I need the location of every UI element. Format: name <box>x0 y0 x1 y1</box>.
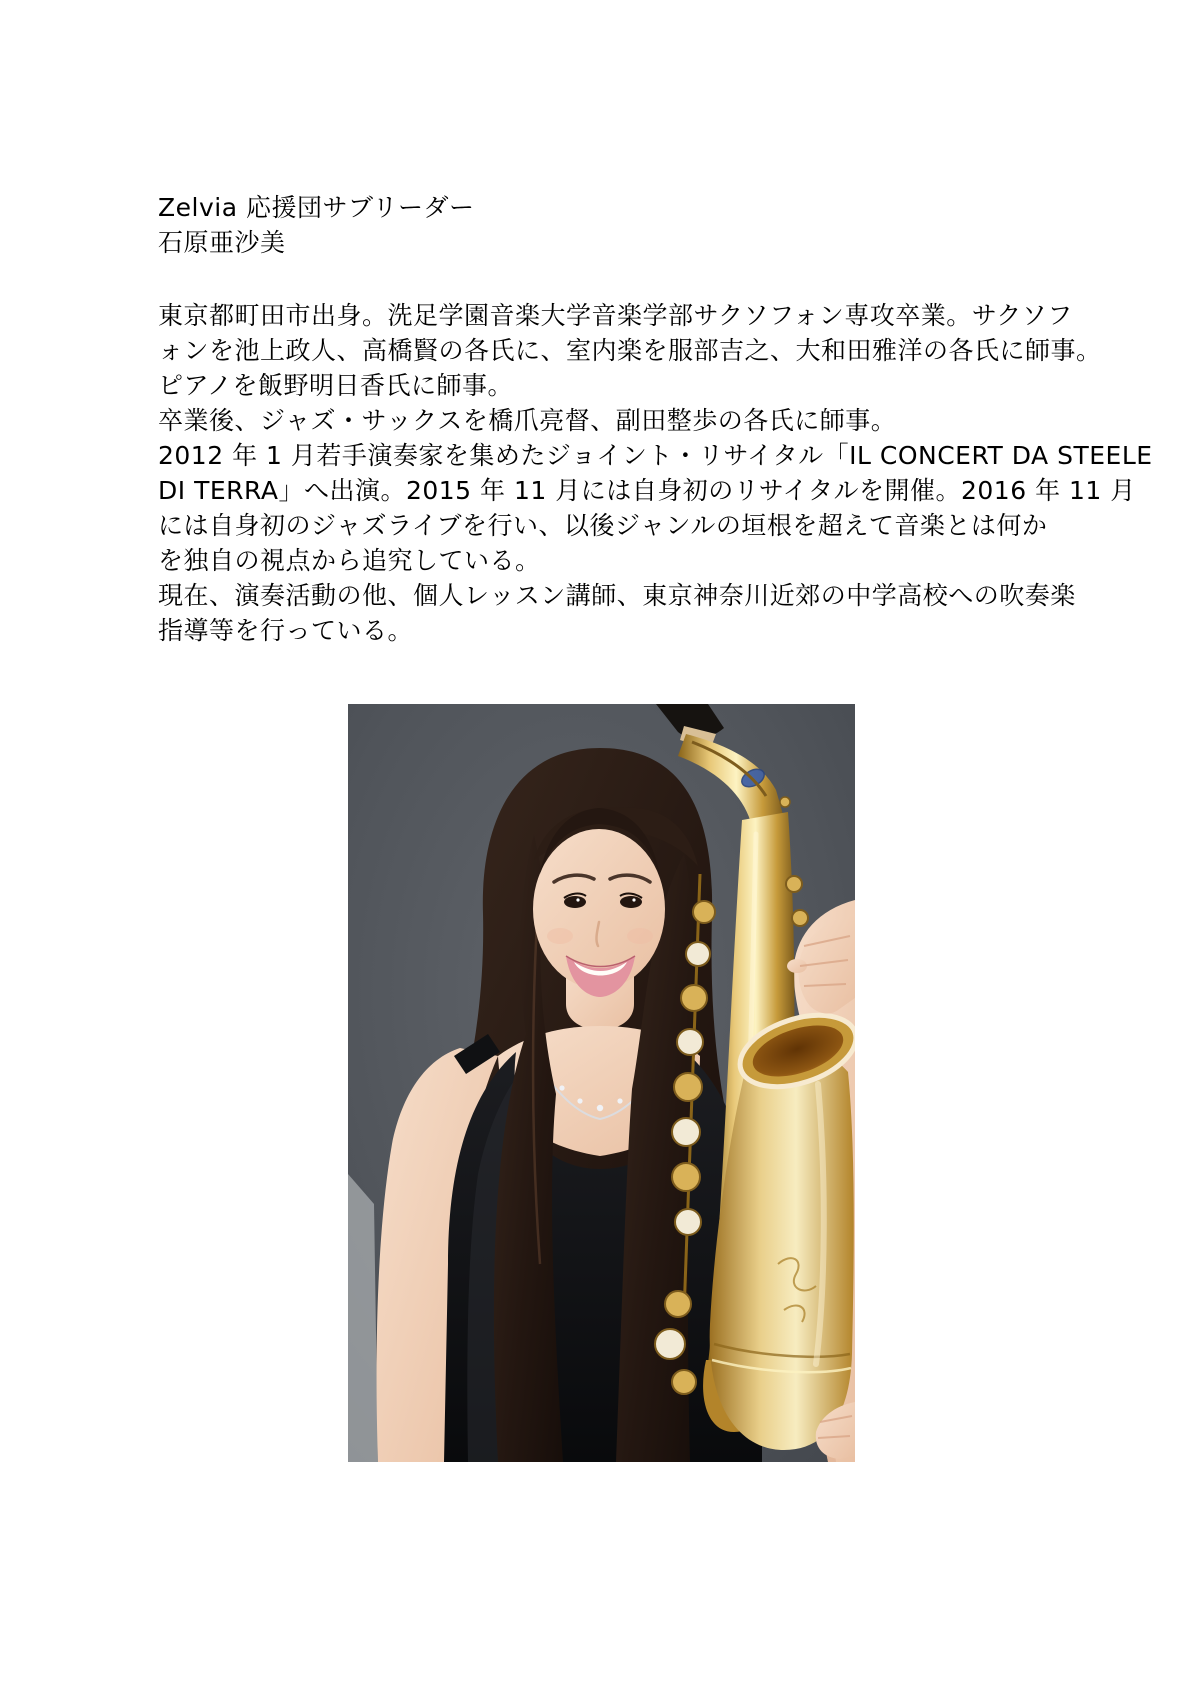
bio-line: 現在、演奏活動の他、個人レッスン講師、東京神奈川近郊の中学高校への吹奏楽 <box>158 581 1076 610</box>
right-cheek <box>627 928 653 944</box>
bio-line: 2012 年 1 月若手演奏家を集めたジョイント・リサイタル「IL CONCERT DA STEELE <box>158 441 1153 470</box>
neck-screw <box>780 797 790 807</box>
bio-line: ピアノを飯野明日香氏に師事。 <box>158 371 514 400</box>
bio-line: を独自の視点から追究している。 <box>158 546 541 575</box>
bio-line: 指導等を行っている。 <box>158 616 414 645</box>
person-name: 石原亜沙美 <box>158 228 286 257</box>
bio-line: DI TERRA」へ出演。2015 年 11 月には自身初のリサイタルを開催。2016 年 11 月 <box>158 476 1136 505</box>
background-light-band <box>348 1174 378 1462</box>
profile-photo-illustration <box>348 704 855 1462</box>
bio-line: には自身初のジャズライブを行い、以後ジャンルの垣根を超えて音楽とは何か <box>158 511 1048 540</box>
left-cheek <box>547 928 573 944</box>
bio-line: 卒業後、ジャズ・サックスを橋爪亮督、副田整歩の各氏に師事。 <box>158 406 897 435</box>
role-title: Zelvia 応援団サブリーダー <box>158 193 475 222</box>
bio-paragraph <box>158 298 1153 648</box>
bio-text-block <box>158 190 1153 648</box>
bio-line: ォンを池上政人、高橋賢の各氏に、室内楽を服部吉之、大和田雅洋の各氏に師事。 <box>158 336 1102 365</box>
bio-line: 東京都町田市出身。洗足学園音楽大学音楽学部サクソフォン専攻卒業。サクソフ <box>158 301 1073 330</box>
face <box>533 829 665 989</box>
profile-photo <box>348 704 855 1462</box>
